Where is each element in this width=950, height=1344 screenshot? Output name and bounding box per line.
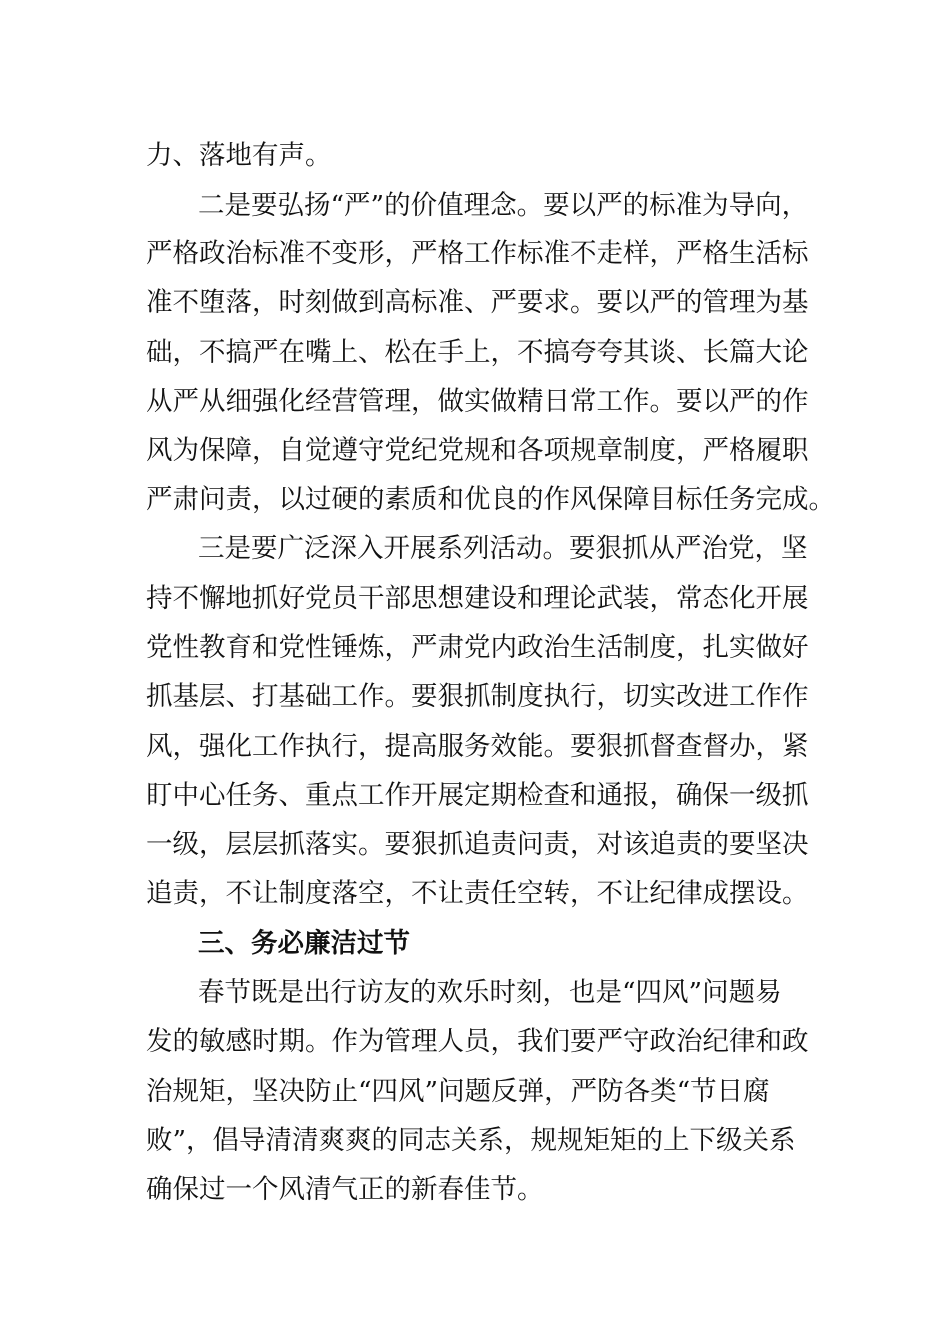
body-text-line: 抓基层、打基础工作。要狠抓制度执行，切实改进工作作 (146, 681, 809, 712)
body-text-line: 治规矩，坚决防止“四风”问题反弹，严防各类“节日腐 (146, 1076, 770, 1107)
body-text-line: 严肃问责，以过硬的素质和优良的作风保障目标任务完成。 (146, 484, 835, 515)
paragraph-three-first-line: 三是要广泛深入开展系列活动。要狠抓从严治党，坚 (198, 533, 808, 564)
paragraph-four-first-line: 春节既是出行访友的欢乐时刻，也是“四风”问题易 (198, 977, 782, 1008)
body-text-line: 持不懈地抓好党员干部思想建设和理论武装，常态化开展 (146, 583, 809, 614)
body-text-line: 风为保障，自觉遵守党纪党规和各项规章制度，严格履职 (146, 435, 809, 466)
section-heading: 三、务必廉洁过节 (198, 928, 410, 959)
body-text-line: 准不堕落，时刻做到高标准、严要求。要以严的管理为基 (146, 287, 809, 318)
body-text-line: 党性教育和党性锤炼，严肃党内政治生活制度，扎实做好 (146, 632, 809, 663)
body-text-line: 风，强化工作执行，提高服务效能。要狠抓督查督办，紧 (146, 731, 809, 762)
body-text-line: 败”，倡导清清爽爽的同志关系，规规矩矩的上下级关系 (146, 1125, 796, 1156)
body-text-line: 一级，层层抓落实。要狠抓追责问责，对该追责的要坚决 (146, 829, 809, 860)
body-text-line: 盯中心任务、重点工作开展定期检查和通报，确保一级抓 (146, 780, 809, 811)
body-text-line: 础，不搞严在嘴上、松在手上，不搞夸夸其谈、长篇大论 (146, 337, 809, 368)
body-text-line: 确保过一个风清气正的新春佳节。 (146, 1174, 544, 1205)
body-text-line: 追责，不让制度落空，不让责任空转，不让纪律成摆设。 (146, 878, 809, 909)
paragraph-two-first-line: 二是要弘扬“严”的价值理念。要以严的标准为导向， (198, 190, 809, 221)
body-text-line: 从严从细强化经营管理，做实做精日常工作。要以严的作 (146, 386, 809, 417)
body-text-line: 严格政治标准不变形，严格工作标准不走样，严格生活标 (146, 238, 809, 269)
body-text-line: 发的敏感时期。作为管理人员，我们要严守政治纪律和政 (146, 1026, 809, 1057)
body-text-line: 力、落地有声。 (146, 140, 332, 171)
